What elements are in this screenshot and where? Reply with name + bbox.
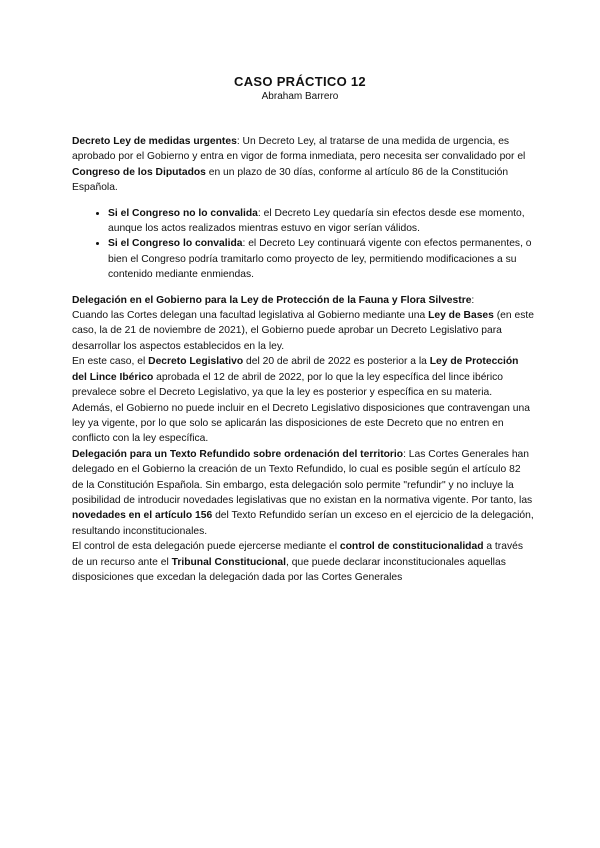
bullet-list (72, 206, 534, 283)
term-decreto-ley: Decreto Ley de medidas urgentes (72, 136, 237, 147)
list-item (108, 236, 534, 282)
term-tribunal: Tribunal Constitucional (171, 556, 287, 568)
text-span: del Texto Refundido serían un exceso en el ejercicio de la delegación, resultando inconstitucionales. (72, 510, 534, 537)
bullet-text: : el Decreto Ley continuará vigente con efectos permanentes, o bien el Congreso podría tramitarlo como proyecto de ley, permitiendo modificaciones a su contenido mediante enmiendas. (108, 238, 532, 281)
text-span: : Un Decreto Ley, al tratarse de una medida de urgencia, es aprobado por el Gobierno y entra en vigor de forma inmediata, pero necesita ser convalidado por el (72, 136, 526, 163)
text-span: en un plazo de 30 días, conforme al artículo 86 de la Constitución Española. (72, 166, 509, 194)
term-control-constitucionalidad: control de constitucionalidad (339, 541, 484, 553)
document-title: CASO PRÁCTICO 12 (234, 74, 366, 89)
text-span: (en este caso, la de 21 de noviembre de 2021), el Gobierno puede aprobar un Decreto Legislativo para desarrollar los aspectos establecidos en la ley. (72, 310, 534, 352)
text-span: : (471, 294, 475, 306)
text-span: En este caso, el (72, 356, 149, 368)
heading-delegacion (72, 293, 534, 308)
text-span: El control de esta delegación puede ejercerse mediante el (72, 541, 340, 553)
bullet-bold: Si el Congreso no lo convalida (108, 207, 258, 219)
text-span: del 20 de abril de 2022 es posterior a la (243, 356, 430, 368)
text-span: a través de un recurso ante el (72, 541, 523, 568)
document-body (72, 134, 534, 585)
term-novedades: novedades en el artículo 156 (72, 510, 213, 522)
term-ley-lince: Ley de Protección del Lince Ibérico (72, 356, 519, 383)
heading-delegacion-text: Delegación en el Gobierno para la Ley de Protección de la Fauna y Flora Silvestre (72, 294, 472, 306)
heading-refundido: Delegación para un Texto Refundido sobre ordenación del territorio (72, 448, 404, 460)
term-ley-bases: Ley de Bases (428, 310, 494, 322)
list-item (108, 206, 534, 237)
paragraph-ley-bases (72, 308, 534, 354)
term-congreso: Congreso de los Diputados (72, 166, 206, 178)
paragraph-decreto-ley (72, 134, 534, 196)
document-author: Abraham Barrero (261, 91, 339, 102)
text-span: Cuando las Cortes delegan una facultad legislativa al Gobierno mediante una (72, 310, 429, 322)
text-span: aprobada el 12 de abril de 2022, por lo que la ley específica del lince ibérico prevalece sobre el Decreto Legislativo, ya que la ley es posterior y específica en su materia. Además, el Gobierno no puede incluir en el Decreto Legislativo disposiciones que contravengan una ley ya vigente, por lo que solo se aplicarán las disposiciones de este Decreto que no entren en conflicto con la ley específica. (72, 371, 530, 445)
bullet-text: : el Decreto Ley quedaría sin efectos desde ese momento, aunque los actos realizados mientras estuvo en vigor serían válidos. (108, 207, 525, 235)
text-span: , que puede declarar inconstitucionales aquellas disposiciones que excedan la delegación dada por las Cortes Generales (72, 556, 506, 583)
text-span: : Las Cortes Generales han delegado en el Gobierno la creación de un Texto Refundido, lo cual es posible según el artículo 82 de la Constitución Española. Sin embargo, esta delegación solo permite "refundir" y no incluye la posibilidad de introducir novedades legislativas que no existan en la normativa vigente. Por tanto, las (72, 448, 533, 506)
paragraph-decreto-legislativo (72, 354, 534, 446)
paragraph-control (72, 539, 534, 585)
term-decreto-legislativo: Decreto Legislativo (148, 356, 244, 368)
document-header (0, 73, 600, 104)
bullet-bold: Si el Congreso lo convalida (108, 238, 243, 250)
paragraph-texto-refundido (72, 447, 534, 539)
